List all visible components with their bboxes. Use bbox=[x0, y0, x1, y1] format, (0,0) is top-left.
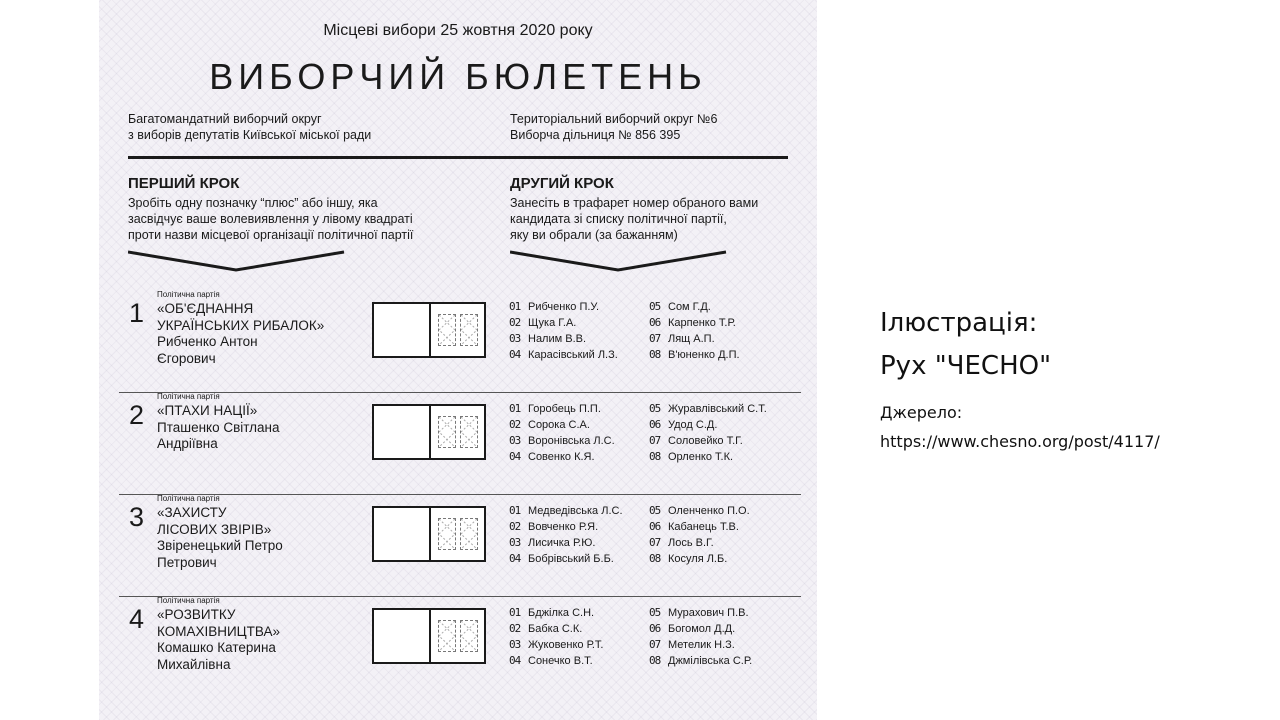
candidate-number: 08 bbox=[649, 654, 661, 667]
step2-line: яку ви обрали (за бажанням) bbox=[510, 228, 678, 242]
candidate-item bbox=[649, 535, 801, 551]
candidate-item bbox=[509, 347, 649, 363]
candidate-name: Вовченко Р.Я. bbox=[528, 521, 599, 533]
candidate-item bbox=[509, 653, 649, 669]
candidate-name: Орленко Т.К. bbox=[668, 451, 734, 463]
candidate-item bbox=[649, 449, 801, 465]
party-name-line: Єгорович bbox=[157, 350, 216, 366]
candidate-number: 05 bbox=[649, 402, 661, 415]
candidate-number: 01 bbox=[509, 606, 521, 619]
candidate-list-right bbox=[649, 299, 801, 363]
source-label: Джерело: bbox=[880, 403, 963, 422]
candidate-name: Рибченко П.У. bbox=[528, 301, 599, 313]
district-right-line: Територіальний виборчий округ №6 bbox=[510, 112, 718, 126]
party-name-line: «ЗАХИСТУ bbox=[157, 505, 227, 520]
party-kind-label: Політична партія bbox=[157, 290, 220, 299]
party-mark-box[interactable] bbox=[372, 506, 486, 562]
candidate-number: 06 bbox=[649, 418, 661, 431]
candidate-number: 01 bbox=[509, 300, 521, 313]
district-right-line: Виборча дільниця № 856 395 bbox=[510, 128, 681, 142]
candidate-number: 08 bbox=[649, 552, 661, 565]
candidate-item bbox=[509, 449, 649, 465]
candidate-number: 07 bbox=[649, 434, 661, 447]
step2-line: Занесіть в трафарет номер обраного вами bbox=[510, 196, 759, 210]
candidate-name: Воронівська Л.С. bbox=[528, 435, 615, 447]
candidate-item bbox=[509, 299, 649, 315]
step1-line: засвідчує ваше волевиявлення у лівому квадраті bbox=[128, 212, 413, 226]
candidate-name: Джмілівська С.Р. bbox=[668, 655, 753, 667]
mark-box-divider bbox=[429, 508, 431, 560]
party-mark-box[interactable] bbox=[372, 608, 486, 664]
candidate-item bbox=[649, 605, 801, 621]
step1-line: Зробіть одну позначку “плюс” або іншу, яка bbox=[128, 196, 378, 210]
party-name-line: Звіренецький Петро bbox=[157, 538, 283, 553]
candidate-item bbox=[649, 299, 801, 315]
candidate-name: Удод С.Д. bbox=[668, 419, 718, 431]
party-name-line: Андріївна bbox=[157, 436, 218, 451]
candidate-item bbox=[509, 433, 649, 449]
election-line: Місцеві вибори 25 жовтня 2020 року bbox=[323, 22, 593, 39]
candidate-number: 02 bbox=[509, 316, 521, 329]
candidate-name: Лящ А.П. bbox=[668, 333, 715, 345]
candidate-number: 07 bbox=[649, 638, 661, 651]
candidate-number: 02 bbox=[509, 418, 521, 431]
candidate-number: 02 bbox=[509, 520, 521, 533]
party-name bbox=[157, 607, 377, 673]
candidate-name: Соловейко Т.Г. bbox=[668, 435, 743, 447]
candidate-item bbox=[509, 621, 649, 637]
candidate-name: Лисичка Р.Ю. bbox=[528, 537, 596, 549]
candidate-digit-cell[interactable] bbox=[438, 518, 456, 550]
party-name-line: «РОЗВИТКУ bbox=[157, 607, 236, 622]
candidate-number: 02 bbox=[509, 622, 521, 635]
step1-chevron bbox=[128, 248, 368, 272]
step1-line: проти назви місцевої організації політичної партії bbox=[128, 228, 414, 242]
candidate-name: Лось В.Г. bbox=[668, 537, 714, 549]
candidate-digit-cell[interactable] bbox=[460, 314, 478, 346]
candidate-list-right bbox=[649, 401, 801, 465]
district-left bbox=[128, 111, 371, 143]
header-rule bbox=[128, 156, 788, 159]
candidate-number: 07 bbox=[649, 536, 661, 549]
mark-box-divider bbox=[429, 406, 431, 458]
candidate-name: Кабанець Т.В. bbox=[668, 521, 739, 533]
mark-box-divider bbox=[429, 610, 431, 662]
candidate-name: Бджілка С.Н. bbox=[528, 607, 595, 619]
candidate-item bbox=[509, 535, 649, 551]
ballot-image bbox=[99, 0, 817, 720]
party-mark-box[interactable] bbox=[372, 302, 486, 358]
candidate-item bbox=[509, 519, 649, 535]
party-number: 1 bbox=[129, 298, 145, 328]
candidate-number: 08 bbox=[649, 450, 661, 463]
candidate-name: Налим В.В. bbox=[528, 333, 587, 345]
candidate-number: 01 bbox=[509, 402, 521, 415]
candidate-name: Горобець П.П. bbox=[528, 403, 601, 415]
candidate-item bbox=[649, 519, 801, 535]
candidate-number: 06 bbox=[649, 316, 661, 329]
candidate-name: Жуковенко Р.Т. bbox=[528, 639, 604, 651]
candidate-list-left bbox=[509, 605, 649, 669]
step1-title: ПЕРШИЙ КРОК bbox=[128, 175, 240, 192]
candidate-item bbox=[649, 315, 801, 331]
candidate-number: 05 bbox=[649, 504, 661, 517]
candidate-number: 04 bbox=[509, 552, 521, 565]
party-name bbox=[157, 403, 377, 453]
party-kind-label: Політична партія bbox=[157, 596, 220, 605]
party-name-line: Пташенко Світлана bbox=[157, 419, 280, 435]
candidate-number: 06 bbox=[649, 622, 661, 635]
candidate-digit-cell[interactable] bbox=[460, 518, 478, 550]
candidate-list-right bbox=[649, 503, 801, 567]
candidate-list-left bbox=[509, 503, 649, 567]
candidate-number: 04 bbox=[509, 654, 521, 667]
candidate-number: 01 bbox=[509, 504, 521, 517]
candidate-item bbox=[649, 503, 801, 519]
party-number: 4 bbox=[129, 604, 145, 634]
party-name-line: «ОБ'ЄДНАННЯ bbox=[157, 301, 254, 316]
illustration-label: Ілюстрація: bbox=[880, 308, 1038, 338]
party-row bbox=[119, 290, 801, 393]
candidate-list-left bbox=[509, 299, 649, 363]
candidate-name: Сом Г.Д. bbox=[668, 301, 711, 313]
candidate-name: Мурахович П.В. bbox=[668, 607, 749, 619]
candidate-item bbox=[649, 551, 801, 567]
party-kind-label: Політична партія bbox=[157, 392, 220, 401]
step1-instructions bbox=[128, 195, 413, 243]
party-number: 3 bbox=[129, 502, 145, 532]
candidate-digit-cell[interactable] bbox=[460, 416, 478, 448]
district-left-line: Багатомандатний виборчий округ bbox=[128, 112, 322, 126]
candidate-digit-cell[interactable] bbox=[438, 416, 456, 448]
candidate-name: Бабка С.К. bbox=[528, 623, 583, 635]
party-name-line: Петрович bbox=[157, 554, 217, 570]
candidate-list-left bbox=[509, 401, 649, 465]
candidate-item bbox=[509, 637, 649, 653]
candidate-item bbox=[509, 401, 649, 417]
party-row bbox=[119, 494, 801, 597]
illustration-author: Рух "ЧЕСНО" bbox=[880, 351, 1052, 381]
mark-box-divider bbox=[429, 304, 431, 356]
candidate-number: 03 bbox=[509, 332, 521, 345]
candidate-name: Сорока С.А. bbox=[528, 419, 590, 431]
candidate-item bbox=[649, 637, 801, 653]
step2-instructions bbox=[510, 195, 758, 243]
candidate-number: 06 bbox=[649, 520, 661, 533]
candidate-item bbox=[509, 331, 649, 347]
candidate-item bbox=[509, 605, 649, 621]
candidate-number: 03 bbox=[509, 536, 521, 549]
party-name-line: УКРАЇНСЬКИХ РИБАЛОК» bbox=[157, 317, 325, 333]
candidate-item bbox=[509, 315, 649, 331]
district-left-line: з виборів депутатів Київської міської ради bbox=[128, 128, 372, 142]
candidate-name: Медведівська Л.С. bbox=[528, 505, 623, 517]
candidate-name: Карпенко Т.Р. bbox=[668, 317, 736, 329]
candidate-item bbox=[509, 503, 649, 519]
candidate-name: Совенко К.Я. bbox=[528, 451, 595, 463]
candidate-digit-cell[interactable] bbox=[460, 620, 478, 652]
candidate-name: Сонечко В.Т. bbox=[528, 655, 593, 667]
candidate-item bbox=[649, 653, 801, 669]
candidate-number: 07 bbox=[649, 332, 661, 345]
party-name-line: Михайлівна bbox=[157, 656, 231, 672]
candidate-name: Оленченко П.О. bbox=[668, 505, 750, 517]
party-name-line: ЛІСОВИХ ЗВІРІВ» bbox=[157, 521, 272, 537]
candidate-digit-cell[interactable] bbox=[438, 620, 456, 652]
ballot-title: ВИБОРЧИЙ БЮЛЕТЕНЬ bbox=[209, 56, 707, 97]
candidate-list-right bbox=[649, 605, 801, 669]
candidate-item bbox=[649, 433, 801, 449]
candidate-digit-cell[interactable] bbox=[438, 314, 456, 346]
party-row bbox=[119, 596, 801, 698]
step2-title: ДРУГИЙ КРОК bbox=[510, 175, 614, 192]
party-mark-box[interactable] bbox=[372, 404, 486, 460]
candidate-number: 03 bbox=[509, 638, 521, 651]
candidate-item bbox=[649, 401, 801, 417]
candidate-number: 05 bbox=[649, 606, 661, 619]
party-name-line: «ПТАХИ НАЦІЇ» bbox=[157, 403, 258, 418]
candidate-item bbox=[649, 621, 801, 637]
candidate-name: В'юненко Д.П. bbox=[668, 349, 740, 361]
party-row bbox=[119, 392, 801, 495]
candidate-number: 03 bbox=[509, 434, 521, 447]
candidate-name: Журавлівський С.Т. bbox=[668, 403, 767, 415]
step2-line: кандидата зі списку політичної партії, bbox=[510, 212, 727, 226]
candidate-item bbox=[649, 417, 801, 433]
candidate-name: Карасівський Л.З. bbox=[528, 349, 618, 361]
candidate-name: Метелик Н.З. bbox=[668, 639, 735, 651]
party-kind-label: Політична партія bbox=[157, 494, 220, 503]
candidate-name: Щука Г.А. bbox=[528, 317, 577, 329]
candidate-name: Бобрівський Б.Б. bbox=[528, 553, 614, 565]
step2-chevron bbox=[510, 248, 750, 272]
party-name-line: Рибченко Антон bbox=[157, 334, 258, 349]
district-right bbox=[510, 111, 717, 143]
candidate-number: 04 bbox=[509, 450, 521, 463]
candidate-number: 04 bbox=[509, 348, 521, 361]
party-name bbox=[157, 301, 377, 367]
party-name-line: КОМАХІВНИЦТВА» bbox=[157, 623, 280, 639]
candidate-item bbox=[649, 331, 801, 347]
candidate-number: 08 bbox=[649, 348, 661, 361]
candidate-item bbox=[649, 347, 801, 363]
candidate-name: Косуля Л.Б. bbox=[668, 553, 728, 565]
party-number: 2 bbox=[129, 400, 145, 430]
candidate-item bbox=[509, 417, 649, 433]
source-url: https://www.chesno.org/post/4117/ bbox=[880, 432, 1160, 451]
party-name bbox=[157, 505, 377, 571]
candidate-name: Богомол Д.Д. bbox=[668, 623, 736, 635]
party-name-line: Комашко Катерина bbox=[157, 640, 276, 655]
candidate-item bbox=[509, 551, 649, 567]
candidate-number: 05 bbox=[649, 300, 661, 313]
